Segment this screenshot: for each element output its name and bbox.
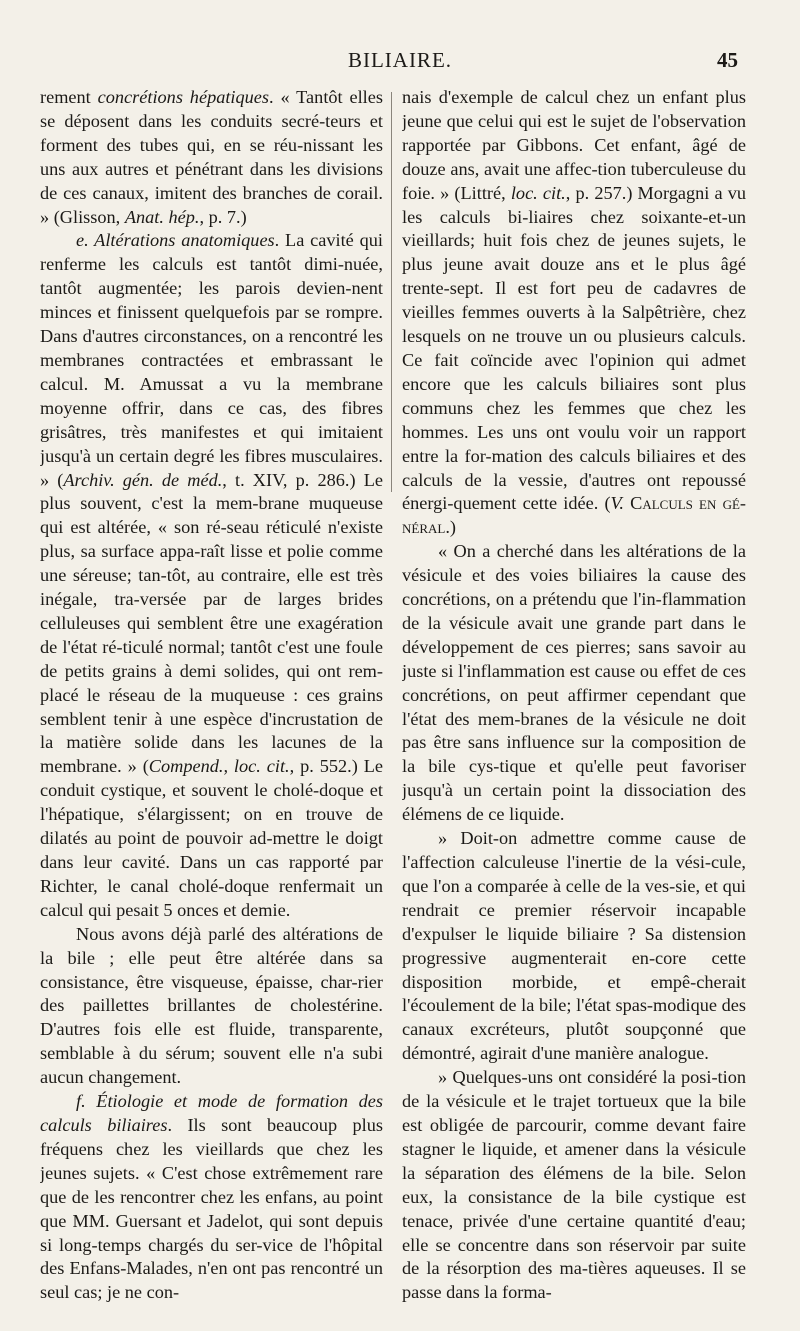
text-run: .) (445, 517, 457, 538)
text-run: rement (40, 87, 98, 107)
text-run: . La cavité qui renferme les calculs est tantôt dimi-nuée, tantôt augmentée; les parois devien-nent minces et finissent quelquefois par se rompre. Dans d'autres circonstances, on a rencontré les membranes contractées et embrassant le calcul. M. Amussat a vu la membrane moyenne offrir, dans ce cas, des fibres grisâtres, très manifestes et qui imitaient jusqu'à un certain degré les fibres musculaires. » ( (40, 230, 383, 490)
cross-reference-title: Calculs en gé-néral (402, 493, 746, 538)
italic-term: concrétions hépatiques (97, 87, 270, 107)
running-head (0, 48, 800, 76)
text-run: nais d'exemple de calcul chez un enfant plus jeune que celui qui est le sujet de l'observation rapportée par Gibbons. Cet enfant, âgé de douze ans, avait une affec-tion tuberculeuse du foie. » (Littré, (402, 87, 746, 203)
right-column (402, 86, 746, 1316)
paragraph (40, 86, 383, 229)
text-run: . « Tantôt elles se déposent dans les conduits secré-teurs et forment des tubes qui, en se réu-nissant les uns aux autres et pénétrant dans les divisions de ces canaux, imitent des branches de corail. » (Glisson, (40, 87, 383, 227)
page-number: 45 (717, 48, 738, 72)
running-title: BILIAIRE. (347, 48, 453, 72)
paragraph: » Quelques-uns ont considéré la posi-tion de la vésicule et le trajet tortueux que la bile est obligée de parcourir, comme devant faire stagner le liquide, et amener dans la vésicule la séparation des élémens de la bile. Selon eux, la consistance de la bile cystique est tenace, privée d'une certaine quantité d'eau; elle se concentre dans son réservoir par suite de la résorption des ma-tières aqueuses. Il se passe dans la forma- (402, 1067, 746, 1303)
text-run: , p. 7.) (199, 206, 247, 227)
citation: loc. cit. (510, 182, 566, 203)
text-run: , p. 552.) Le conduit cystique, et souvent le cholé-doque et l'hépatique, s'élargissent; on en trouve de dilatés au point de pouvoir ad-mettre le doigt dans leur cavité. Dans un cas rapporté par Richter, le canal cholé-doque renfermait un calcul qui pesait 5 onces et demie. (40, 756, 383, 920)
column-divider (391, 92, 392, 492)
paragraph: » Doit-on admettre comme cause de l'affection calculeuse l'inertie de la vési-cule, que l'on a comparée à celle de la ves-sie, et qui rendrait ce premier réservoir incapable d'expulser le liquide biliaire ? Sa distension progressive augmenterait en-core cette disposition morbide, et empê-cherait l'écoulement de la bile; l'état spas-modique des canaux excréteurs, plutôt soupçonné que démontré, agirait d'une manière analogue. (402, 828, 746, 1064)
cross-reference: V. (610, 493, 624, 514)
paragraph (402, 86, 746, 540)
text-run: , t. XIV, p. 286.) Le plus souvent, c'est la mem-brane muqueuse qui est altérée, « son ré-seau réticulé n'existe plus, sa surface appa-raît lisse et polie comme une séreuse; tan-tôt, au contraire, elle est très inégale, tra-versée par de larges brides celluleuses qui semblent être une exagération de l'état ré-ticulé normal; tantôt c'est une foule de petits grains à demi solides, qui ont rem-placé le réseau de la muqueuse : ces grains semblent tenir à une espèce d'incrustation de la matière solide dans les lacunes de la membrane. » ( (40, 469, 383, 777)
paragraph: « On a cherché dans les altérations de la vésicule et des voies biliaires la cause des concrétions, on a prétendu que l'in-flammation de la vésicule avait une grande part dans le développement de ces pierres; sans savoir au juste si l'inflammation est cause ou effet de ces concrétions, on peut affirmer cependant que l'état des mem-branes de la vésicule ne doit pas être sans influence sur la composition de la bile cys-tique et qu'elle peut favoriser jusqu'à un certain point la dissociation des élémens de ce liquide. (402, 541, 746, 825)
left-column (40, 86, 383, 1316)
paragraph: Nous avons déjà parlé des altérations de la bile ; elle peut être altérée dans sa consistance, être visqueuse, épaisse, char-rier des paillettes brillantes de cholestérine. D'autres fois elle est fluide, transparente, semblable à du sérum; souvent elle n'a subi aucun changement. (40, 923, 383, 1088)
text-run: , p. 257.) Morgagni a vu les calculs bi-liaires chez soixante-et-un vieillards; huit fois chez de jeunes sujets, le plus jeune avait douze ans et le plus âgé trente-sept. Il est fort peu de cadavres de vieilles femmes ouverts à la Salpêtrière, chez lesquels on ne trouve un ou plusieurs calculs. Ce fait coïncide avec l'opinion qui admet encore que les calculs biliaires sont plus communs chez les femmes que chez les hommes. Les uns ont voulu voir un rapport entre la for-mation des calculs biliaires et des calculs de la vessie, d'autres ont repoussé énergi-quement cette idée. ( (402, 182, 746, 514)
section-heading: f. Étiologie et mode de formation des calculs biliaires (40, 1091, 383, 1135)
text-run: . Ils sont beaucoup plus fréquens chez les vieillards que chez les jeunes sujets. « C'est chose extrêmement rare que de les rencontrer chez les enfans, au point que MM. Guersant et Jadelot, qui sont depuis si long-temps chargés du ser-vice de l'hôpital des Enfans-Malades, n'en ont pas rencontré un seul cas; je ne con- (40, 1114, 383, 1303)
citation: Archiv. gén. de méd. (63, 469, 223, 490)
paragraph (40, 1090, 383, 1305)
paragraph (40, 229, 383, 922)
citation: Anat. hép. (124, 206, 200, 227)
citation: Compend., loc. cit. (148, 756, 290, 777)
section-heading: e. Altérations anatomiques (76, 230, 275, 251)
